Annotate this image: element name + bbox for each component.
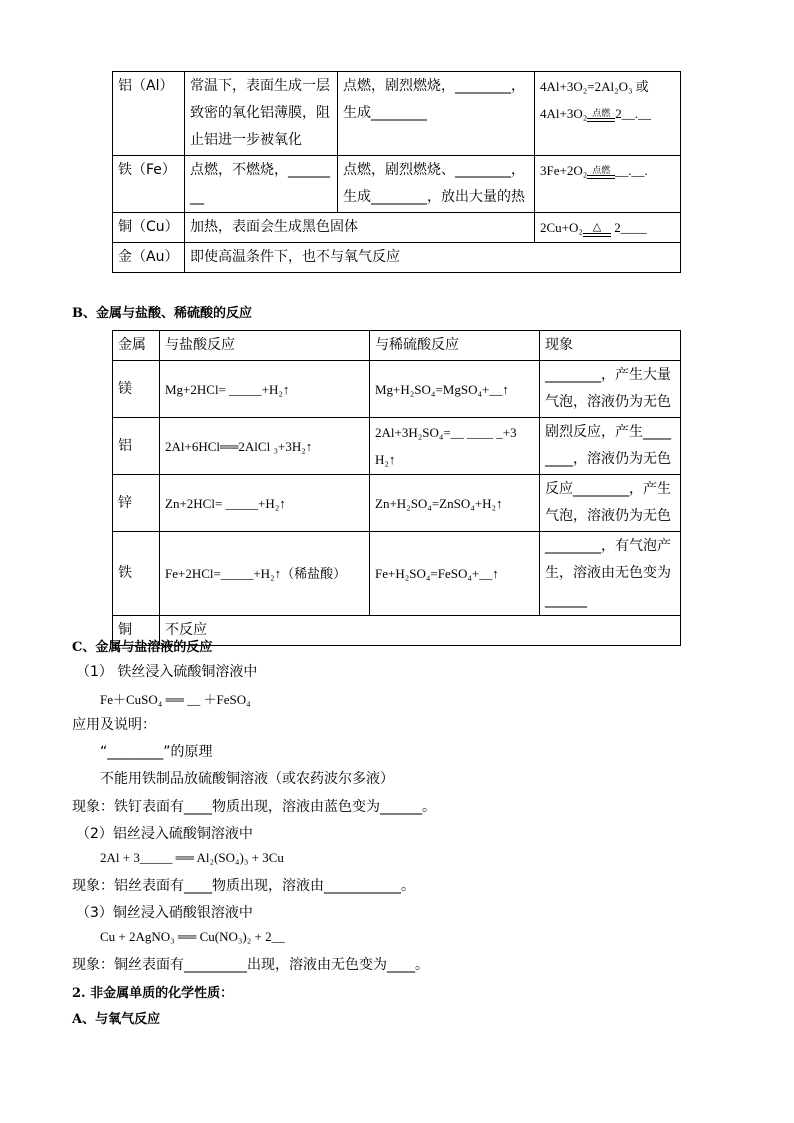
hcl-equation: Zn+2HCl= _____+H₂↑ xyxy=(160,475,370,532)
part-3-observation: 现象：铜丝表面有_________出现，溶液由无色变为____。 xyxy=(72,957,429,973)
part-1-application-label: 应用及说明： xyxy=(72,717,156,733)
observation-cell: ________，产生大量 气泡，溶液仍为无色 xyxy=(540,361,681,418)
hcl-equation: Mg+2HCl= _____+H₂↑ xyxy=(160,361,370,418)
reaction-condition: 点燃 xyxy=(587,109,615,122)
h2so4-equation: Fe+H₂SO₄=FeSO₄+__↑ xyxy=(370,532,540,616)
table-row xyxy=(113,418,681,475)
table-row xyxy=(113,475,681,532)
phenomenon-cell: 点燃，剧烈燃烧、________， 生成________，放出大量的热 xyxy=(338,156,535,213)
section-b-title: B、金属与盐酸、稀硫酸的反应 xyxy=(72,306,252,321)
hcl-equation: 2Al+6HCl══2AlCl ₃+3H₂↑ xyxy=(160,418,370,475)
equation-cell: 2Cu+O₂ △ 2____ xyxy=(535,213,681,243)
metal-cell: 金（Au） xyxy=(113,243,185,273)
metal-cell: 铜（Cu） xyxy=(113,213,185,243)
table-header-row xyxy=(113,331,681,361)
section-c-title: C、金属与盐溶液的反应 xyxy=(72,640,213,655)
part-1-title: （1） 铁丝浸入硫酸铜溶液中 xyxy=(76,664,258,680)
part-2-title: （2）铝丝浸入硫酸铜溶液中 xyxy=(76,826,253,842)
column-header: 与稀硫酸反应 xyxy=(370,331,540,361)
reaction-condition: 点燃 xyxy=(587,166,615,179)
column-header: 现象 xyxy=(540,331,681,361)
reaction-condition: △ xyxy=(583,222,611,237)
metal-cell: 铝（Al） xyxy=(113,72,185,156)
metal-cell: 铁（Fe） xyxy=(113,156,185,213)
hcl-equation: Fe+2HCl=_____+H₂↑（稀盐酸） xyxy=(160,532,370,616)
part-1-principle: “________”的原理 xyxy=(100,744,213,760)
condition-cell: 常温下，表面生成一层 致密的氧化铝薄膜，阻 止铝进一步被氧化 xyxy=(185,72,338,156)
phenomenon-cell: 点燃，剧烈燃烧，________， 生成________ xyxy=(338,72,535,156)
condition-cell: 加热，表面会生成黑色固体 xyxy=(185,213,535,243)
hcl-equation: 不反应 xyxy=(160,616,681,646)
observation-cell: 剧烈反应，产生____ ____，溶液仍为无色 xyxy=(540,418,681,475)
equation-cell: 3Fe+2O₂ 点燃 __.__. xyxy=(535,156,681,213)
part-2-observation: 现象：铝丝表面有____物质出现，溶液由___________。 xyxy=(72,878,415,894)
part-1-equation: Fe＋CuSO₄ ══ __ ＋FeSO₄ xyxy=(100,692,251,707)
part-1-observation: 现象：铁钉表面有____物质出现，溶液由蓝色变为______。 xyxy=(72,799,436,815)
table-row xyxy=(113,213,681,243)
part-2-equation: 2Al + 3_____ ══ Al₂(SO₄)₃ + 3Cu xyxy=(100,850,284,865)
h2so4-equation: Mg+H₂SO₄=MgSO₄+__↑ xyxy=(370,361,540,418)
part-3-equation: Cu + 2AgNO₃ ══ Cu(NO₃)₂ + 2__ xyxy=(100,929,285,944)
acid-reaction-table xyxy=(112,330,681,646)
part-1-note: 不能用铁制品放硫酸铜溶液（或农药波尔多液） xyxy=(100,771,394,787)
condition-cell: 即使高温条件下，也不与氧气反应 xyxy=(185,243,681,273)
table-row xyxy=(113,156,681,213)
part-3-title: （3）铜丝浸入硝酸银溶液中 xyxy=(76,905,253,921)
condition-cell: 点燃，不燃烧，______ __ xyxy=(185,156,338,213)
h2so4-equation: Zn+H₂SO₄=ZnSO₄+H₂↑ xyxy=(370,475,540,532)
section-2a-title: A、与氧气反应 xyxy=(72,1012,161,1027)
metal-cell: 铝 xyxy=(113,418,160,475)
oxygen-reaction-table xyxy=(112,71,681,273)
table-row xyxy=(113,361,681,418)
metal-cell: 铁 xyxy=(113,532,160,616)
table-row xyxy=(113,532,681,616)
metal-cell: 镁 xyxy=(113,361,160,418)
equation-cell: 4Al+3O₂=2Al₂O₃ 或 4Al+3O₂ 点燃 2__.__ xyxy=(535,72,681,156)
table-row xyxy=(113,243,681,273)
observation-cell: ________，有气泡产 生，溶液由无色变为 ______ xyxy=(540,532,681,616)
table-row xyxy=(113,72,681,156)
h2so4-equation: 2Al+3H₂SO₄=__ ____ _+3 H₂↑ xyxy=(370,418,540,475)
observation-cell: 反应________，产生 气泡，溶液仍为无色 xyxy=(540,475,681,532)
metal-cell: 铜 xyxy=(113,616,160,646)
column-header: 金属 xyxy=(113,331,160,361)
column-header: 与盐酸反应 xyxy=(160,331,370,361)
metal-cell: 锌 xyxy=(113,475,160,532)
section-2-title: 2. 非金属单质的化学性质： xyxy=(72,986,234,1001)
